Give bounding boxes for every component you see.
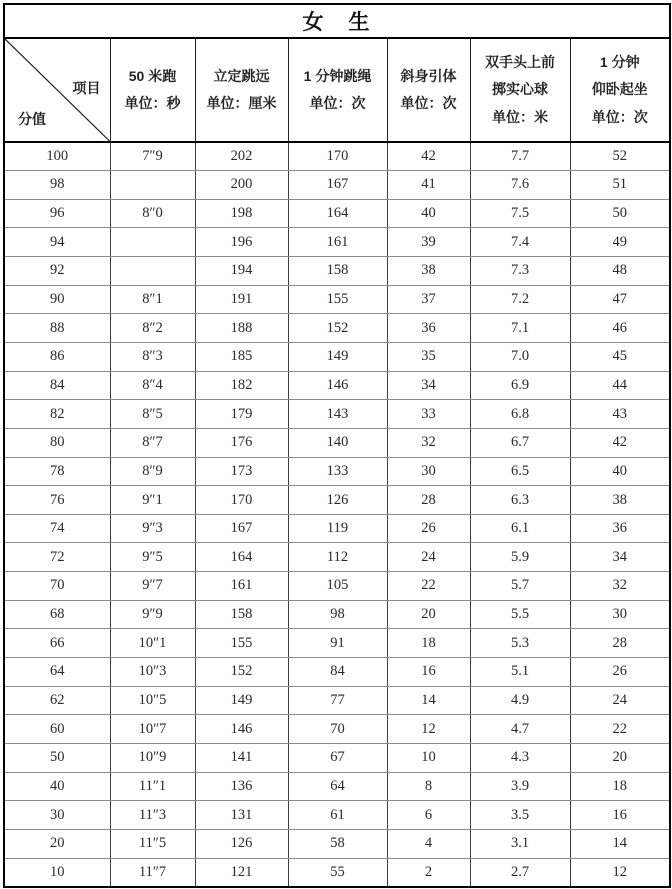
column-header-line: 单位：次	[400, 95, 457, 111]
score-row-10	[4, 858, 670, 887]
result-cell: 12	[387, 715, 470, 744]
result-cell: 6.1	[470, 514, 570, 543]
result-cell: 119	[288, 514, 387, 543]
result-cell: 170	[195, 486, 288, 515]
column-header-one-minute-rope-skipping	[288, 38, 387, 142]
result-cell: 185	[195, 342, 288, 371]
score-value-cell: 96	[4, 199, 110, 228]
score-row-88	[4, 314, 670, 343]
result-cell: 5.5	[470, 600, 570, 629]
result-cell: 46	[570, 314, 670, 343]
column-header-overhead-medicine-ball-throw	[470, 38, 570, 142]
result-cell: 155	[195, 629, 288, 658]
score-value-cell: 50	[4, 743, 110, 772]
result-cell: 64	[288, 772, 387, 801]
column-header-line: 单位：米	[492, 108, 548, 125]
result-cell: 24	[570, 686, 670, 715]
result-cell: 131	[195, 801, 288, 830]
result-cell: 167	[288, 171, 387, 200]
score-value-cell: 72	[4, 543, 110, 572]
result-cell: 143	[288, 400, 387, 429]
result-cell: 98	[288, 600, 387, 629]
score-value-cell: 100	[4, 142, 110, 171]
score-row-74	[4, 514, 670, 543]
result-cell: 10″1	[110, 629, 195, 658]
score-value-cell: 94	[4, 228, 110, 257]
result-cell: 22	[570, 715, 670, 744]
result-cell: 161	[288, 228, 387, 257]
column-header-line: 立定跳远	[213, 67, 270, 84]
title-row	[4, 4, 670, 38]
score-table-body	[4, 142, 670, 887]
result-cell: 5.7	[470, 572, 570, 601]
result-cell: 6	[387, 801, 470, 830]
result-cell: 146	[195, 715, 288, 744]
result-cell: 48	[570, 257, 670, 286]
result-cell: 10	[387, 743, 470, 772]
score-row-62	[4, 686, 670, 715]
column-header-line: 50 米跑	[128, 67, 177, 84]
result-cell: 24	[387, 543, 470, 572]
result-cell: 176	[195, 428, 288, 457]
result-cell: 121	[195, 858, 288, 887]
score-row-98	[4, 171, 670, 200]
result-cell: 3.9	[470, 772, 570, 801]
result-cell: 32	[387, 428, 470, 457]
result-cell: 188	[195, 314, 288, 343]
result-cell: 164	[288, 199, 387, 228]
result-cell: 4.7	[470, 715, 570, 744]
score-value-cell: 86	[4, 342, 110, 371]
score-value-cell: 98	[4, 171, 110, 200]
result-cell: 10″9	[110, 743, 195, 772]
column-header-line: 1 分钟	[599, 54, 640, 71]
result-cell: 196	[195, 228, 288, 257]
result-cell: 38	[387, 257, 470, 286]
result-cell: 3.5	[470, 801, 570, 830]
result-cell: 30	[570, 600, 670, 629]
result-cell: 194	[195, 257, 288, 286]
result-cell: 200	[195, 171, 288, 200]
column-header-line: 单位：次	[309, 95, 366, 111]
result-cell: 5.3	[470, 629, 570, 658]
score-row-72	[4, 543, 670, 572]
column-header-incline-pull-up	[387, 38, 470, 142]
result-cell: 6.9	[470, 371, 570, 400]
result-cell: 91	[288, 629, 387, 658]
result-cell: 191	[195, 285, 288, 314]
result-cell: 10″5	[110, 686, 195, 715]
result-cell: 7.0	[470, 342, 570, 371]
result-cell: 7″9	[110, 142, 195, 171]
result-cell: 149	[288, 342, 387, 371]
score-row-70	[4, 572, 670, 601]
result-cell: 152	[288, 314, 387, 343]
result-cell: 8	[387, 772, 470, 801]
result-cell: 158	[288, 257, 387, 286]
result-cell: 43	[570, 400, 670, 429]
score-value-cell: 90	[4, 285, 110, 314]
score-value-cell: 70	[4, 572, 110, 601]
result-cell: 161	[195, 572, 288, 601]
result-cell: 51	[570, 171, 670, 200]
result-cell: 155	[288, 285, 387, 314]
result-cell: 37	[387, 285, 470, 314]
result-cell: 170	[288, 142, 387, 171]
result-cell: 2.7	[470, 858, 570, 887]
column-header-line: 斜身引体	[400, 67, 457, 84]
result-cell	[110, 171, 195, 200]
result-cell: 8″4	[110, 371, 195, 400]
score-value-cell: 30	[4, 801, 110, 830]
score-value-cell: 74	[4, 514, 110, 543]
column-header-standing-long-jump	[195, 38, 288, 142]
result-cell: 8″2	[110, 314, 195, 343]
result-cell: 158	[195, 600, 288, 629]
column-header-line: 仰卧起坐	[591, 81, 648, 98]
column-header-line: 单位：秒	[124, 95, 181, 111]
result-cell: 10″3	[110, 658, 195, 687]
score-row-92	[4, 257, 670, 286]
result-cell: 7.3	[470, 257, 570, 286]
result-cell: 146	[288, 371, 387, 400]
corner-header-cell	[4, 38, 110, 142]
score-value-cell: 40	[4, 772, 110, 801]
result-cell: 9″9	[110, 600, 195, 629]
score-row-94	[4, 228, 670, 257]
result-cell: 6.3	[470, 486, 570, 515]
score-row-82	[4, 400, 670, 429]
result-cell: 179	[195, 400, 288, 429]
score-value-cell: 80	[4, 428, 110, 457]
result-cell: 182	[195, 371, 288, 400]
result-cell: 34	[570, 543, 670, 572]
result-cell: 126	[288, 486, 387, 515]
score-row-20	[4, 829, 670, 858]
score-value-cell: 68	[4, 600, 110, 629]
result-cell: 9″5	[110, 543, 195, 572]
result-cell: 18	[387, 629, 470, 658]
column-header-line: 掷实心球	[492, 81, 548, 98]
score-value-cell: 60	[4, 715, 110, 744]
score-value-cell: 78	[4, 457, 110, 486]
result-cell: 12	[570, 858, 670, 887]
result-cell: 7.4	[470, 228, 570, 257]
result-cell: 35	[387, 342, 470, 371]
result-cell: 6.8	[470, 400, 570, 429]
result-cell: 5.1	[470, 658, 570, 687]
result-cell: 77	[288, 686, 387, 715]
header-row	[4, 38, 670, 142]
score-row-60	[4, 715, 670, 744]
result-cell: 49	[570, 228, 670, 257]
result-cell: 140	[288, 428, 387, 457]
score-row-50	[4, 743, 670, 772]
score-value-cell: 62	[4, 686, 110, 715]
result-cell: 164	[195, 543, 288, 572]
result-cell: 34	[387, 371, 470, 400]
score-row-64	[4, 658, 670, 687]
result-cell: 141	[195, 743, 288, 772]
result-cell: 39	[387, 228, 470, 257]
result-cell: 4.9	[470, 686, 570, 715]
score-row-30	[4, 801, 670, 830]
score-row-84	[4, 371, 670, 400]
result-cell: 7.5	[470, 199, 570, 228]
result-cell: 44	[570, 371, 670, 400]
result-cell	[110, 257, 195, 286]
result-cell: 112	[288, 543, 387, 572]
column-header-line: 单位：次	[591, 108, 648, 125]
result-cell: 16	[570, 801, 670, 830]
score-value-cell: 82	[4, 400, 110, 429]
result-cell: 8″1	[110, 285, 195, 314]
result-cell: 67	[288, 743, 387, 772]
result-cell: 11″5	[110, 829, 195, 858]
result-cell: 3.1	[470, 829, 570, 858]
result-cell: 26	[387, 514, 470, 543]
column-header-line: 双手头上前	[485, 54, 555, 71]
score-row-68	[4, 600, 670, 629]
result-cell: 22	[387, 572, 470, 601]
result-cell: 8″9	[110, 457, 195, 486]
table-title: 女 生	[4, 4, 670, 38]
result-cell: 50	[570, 199, 670, 228]
result-cell: 6.5	[470, 457, 570, 486]
result-cell: 105	[288, 572, 387, 601]
result-cell: 126	[195, 829, 288, 858]
result-cell: 58	[288, 829, 387, 858]
score-row-78	[4, 457, 670, 486]
result-cell: 9″1	[110, 486, 195, 515]
result-cell: 38	[570, 486, 670, 515]
result-cell: 45	[570, 342, 670, 371]
result-cell: 20	[387, 600, 470, 629]
result-cell: 36	[387, 314, 470, 343]
result-cell: 36	[570, 514, 670, 543]
result-cell: 133	[288, 457, 387, 486]
result-cell: 40	[570, 457, 670, 486]
result-cell: 7.1	[470, 314, 570, 343]
score-row-40	[4, 772, 670, 801]
result-cell: 9″3	[110, 514, 195, 543]
female-fitness-score-table	[3, 3, 671, 888]
result-cell: 136	[195, 772, 288, 801]
result-cell: 11″7	[110, 858, 195, 887]
result-cell: 7.7	[470, 142, 570, 171]
score-row-66	[4, 629, 670, 658]
result-cell: 8″0	[110, 199, 195, 228]
corner-label-score: 分值	[18, 110, 46, 127]
result-cell: 198	[195, 199, 288, 228]
result-cell: 6.7	[470, 428, 570, 457]
result-cell: 28	[387, 486, 470, 515]
result-cell: 20	[570, 743, 670, 772]
result-cell: 8″3	[110, 342, 195, 371]
corner-label-item: 项目	[72, 80, 101, 96]
score-value-cell: 66	[4, 629, 110, 658]
result-cell: 55	[288, 858, 387, 887]
result-cell: 7.6	[470, 171, 570, 200]
result-cell: 173	[195, 457, 288, 486]
column-header-50m-run	[110, 38, 195, 142]
score-row-80	[4, 428, 670, 457]
result-cell: 11″1	[110, 772, 195, 801]
score-value-cell: 88	[4, 314, 110, 343]
score-value-cell: 92	[4, 257, 110, 286]
result-cell: 16	[387, 658, 470, 687]
score-value-cell: 10	[4, 858, 110, 887]
result-cell: 41	[387, 171, 470, 200]
column-header-line: 单位：厘米	[206, 95, 277, 111]
score-row-96	[4, 199, 670, 228]
result-cell: 11″3	[110, 801, 195, 830]
score-value-cell: 64	[4, 658, 110, 687]
result-cell: 26	[570, 658, 670, 687]
result-cell: 61	[288, 801, 387, 830]
result-cell: 10″7	[110, 715, 195, 744]
score-value-cell: 76	[4, 486, 110, 515]
result-cell: 42	[570, 428, 670, 457]
result-cell: 32	[570, 572, 670, 601]
result-cell: 9″7	[110, 572, 195, 601]
result-cell: 2	[387, 858, 470, 887]
score-row-90	[4, 285, 670, 314]
result-cell: 152	[195, 658, 288, 687]
result-cell: 52	[570, 142, 670, 171]
result-cell: 14	[570, 829, 670, 858]
score-row-86	[4, 342, 670, 371]
result-cell: 33	[387, 400, 470, 429]
result-cell: 30	[387, 457, 470, 486]
result-cell: 14	[387, 686, 470, 715]
result-cell: 8″5	[110, 400, 195, 429]
result-cell	[110, 228, 195, 257]
result-cell: 18	[570, 772, 670, 801]
result-cell: 42	[387, 142, 470, 171]
score-row-76	[4, 486, 670, 515]
result-cell: 149	[195, 686, 288, 715]
result-cell: 84	[288, 658, 387, 687]
result-cell: 202	[195, 142, 288, 171]
result-cell: 8″7	[110, 428, 195, 457]
result-cell: 5.9	[470, 543, 570, 572]
result-cell: 47	[570, 285, 670, 314]
result-cell: 28	[570, 629, 670, 658]
score-row-100	[4, 142, 670, 171]
result-cell: 40	[387, 199, 470, 228]
score-value-cell: 20	[4, 829, 110, 858]
result-cell: 167	[195, 514, 288, 543]
result-cell: 70	[288, 715, 387, 744]
column-header-line: 1 分钟跳绳	[303, 67, 372, 84]
result-cell: 7.2	[470, 285, 570, 314]
result-cell: 4.3	[470, 743, 570, 772]
score-value-cell: 84	[4, 371, 110, 400]
result-cell: 4	[387, 829, 470, 858]
column-header-one-minute-sit-ups	[570, 38, 670, 142]
